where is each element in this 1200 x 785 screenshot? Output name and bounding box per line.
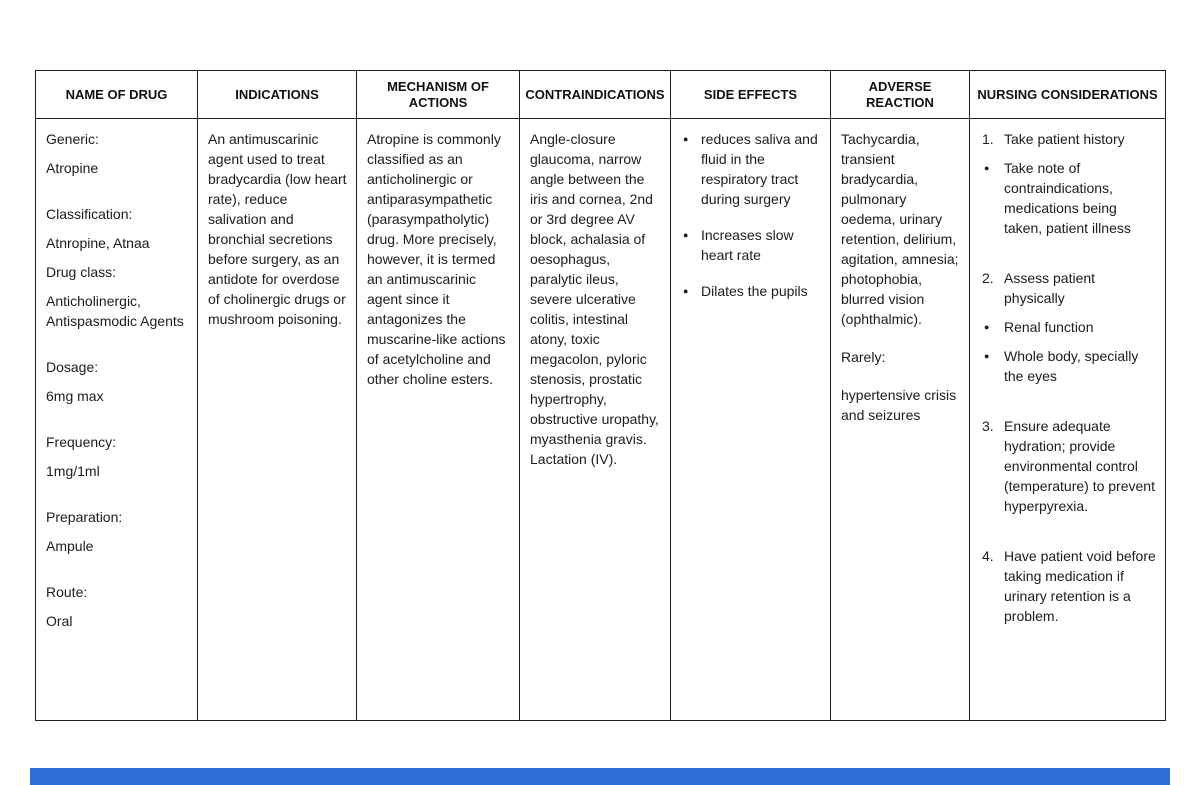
dosage-label: Dosage: xyxy=(46,359,99,375)
drug-class-value: Anticholinergic, Antispasmodic Agents xyxy=(46,293,184,329)
cell-side-effects xyxy=(671,119,831,721)
generic-label: Generic: xyxy=(46,131,99,147)
nursing-consideration-item xyxy=(980,546,1156,626)
nursing-consideration-text: Renal function xyxy=(1004,319,1094,335)
cell-adverse-reaction xyxy=(831,119,970,721)
table-header-row xyxy=(36,71,1166,119)
adverse-reaction-paragraph: Rarely: xyxy=(841,349,886,365)
nursing-consideration-text: Have patient void before taking medication if urinary retention is a problem. xyxy=(1004,548,1156,624)
side-effect-item xyxy=(681,129,821,209)
cell-contraindications xyxy=(520,119,671,721)
preparation-label: Preparation: xyxy=(46,509,123,525)
nursing-consideration-text: Take patient history xyxy=(1004,131,1125,147)
nursing-consideration-subitem xyxy=(980,158,1156,238)
classification-label: Classification: xyxy=(46,206,133,222)
indications-text: An antimuscarinic agent used to treat bradycardia (low heart rate), reduce salivation and bronchial secretions before surgery, as an antidote for overdose of cholinergic drugs or mushroom poisoning. xyxy=(208,131,347,327)
cell-indications xyxy=(198,119,357,721)
side-effect-item xyxy=(681,281,821,301)
column-header-adverse-reaction: ADVERSE REACTION xyxy=(831,71,970,119)
cell-nursing-considerations xyxy=(970,119,1166,721)
cell-name-of-drug xyxy=(36,119,198,721)
side-effect-text: Increases slow heart rate xyxy=(701,227,794,263)
list-number: 1. xyxy=(982,131,994,147)
nursing-consideration-item xyxy=(980,416,1156,516)
bullet-icon: ● xyxy=(683,134,689,144)
nursing-consideration-text: Whole body, specially the eyes xyxy=(1004,348,1139,384)
contraindications-text: Angle-closure glaucoma, narrow angle between the iris and cornea, 2nd or 3rd degree AV block, achalasia of oesophagus, paralytic ileus, severe ulcerative colitis, intestinal atony, toxic megacolon, pyloric stenosis, prostatic hypertrophy, obstructive uropathy, myasthenia gravis. Lactation (IV). xyxy=(530,131,659,467)
bullet-icon: ● xyxy=(984,163,990,173)
drug-class-label: Drug class: xyxy=(46,264,117,280)
side-effect-text: Dilates the pupils xyxy=(701,283,808,299)
column-header-name-of-drug: NAME OF DRUG xyxy=(36,71,198,119)
nursing-consideration-subitem xyxy=(980,346,1156,386)
table-row xyxy=(36,119,1166,721)
adverse-reaction-paragraph: Tachycardia, transient bradycardia, pulmonary oedema, urinary retention, delirium, agitation, amnesia; photophobia, blurred vision (ophthalmic). xyxy=(841,131,959,327)
nursing-consideration-text: Ensure adequate hydration; provide environmental control (temperature) to prevent hyperpyrexia. xyxy=(1004,418,1155,514)
bullet-icon: ● xyxy=(984,322,990,332)
bullet-icon: ● xyxy=(984,351,990,361)
nursing-consideration-text: Assess patient physically xyxy=(1004,270,1096,306)
list-number: 2. xyxy=(982,270,994,286)
footer-banner xyxy=(30,768,1170,785)
frequency-label: Frequency: xyxy=(46,434,117,450)
nursing-consideration-subitem xyxy=(980,317,1156,337)
adverse-reaction-paragraph: hypertensive crisis and seizures xyxy=(841,387,957,423)
generic-value: Atropine xyxy=(46,160,99,176)
preparation-value: Ampule xyxy=(46,538,94,554)
route-value: Oral xyxy=(46,613,73,629)
drug-study-table xyxy=(35,70,1166,721)
cell-mechanism-of-actions xyxy=(357,119,520,721)
nursing-consideration-text: Take note of contraindications, medications being taken, patient illness xyxy=(1004,160,1131,236)
column-header-indications: INDICATIONS xyxy=(198,71,357,119)
side-effect-item xyxy=(681,225,821,265)
bullet-icon: ● xyxy=(683,230,689,240)
column-header-side-effects: SIDE EFFECTS xyxy=(671,71,831,119)
bullet-icon: ● xyxy=(683,286,689,296)
classification-value: Atnropine, Atnaa xyxy=(46,235,150,251)
dosage-value: 6mg max xyxy=(46,388,104,404)
mechanism-text: Atropine is commonly classified as an anticholinergic or antiparasympathetic (parasympatholytic) drug. More precisely, however, it is termed an antimuscarinic agent since it antagonizes the muscarine-like actions of acetylcholine and other choline esters. xyxy=(367,131,506,387)
route-label: Route: xyxy=(46,584,88,600)
list-number: 3. xyxy=(982,418,994,434)
list-number: 4. xyxy=(982,548,994,564)
column-header-mechanism-of-actions: MECHANISM OF ACTIONS xyxy=(357,71,520,119)
frequency-value: 1mg/1ml xyxy=(46,463,100,479)
column-header-contraindications: CONTRAINDICATIONS xyxy=(520,71,671,119)
nursing-consideration-item xyxy=(980,129,1156,149)
nursing-consideration-item xyxy=(980,268,1156,308)
side-effect-text: reduces saliva and fluid in the respiratory tract during surgery xyxy=(701,131,818,207)
column-header-nursing-considerations: NURSING CONSIDERATIONS xyxy=(970,71,1166,119)
